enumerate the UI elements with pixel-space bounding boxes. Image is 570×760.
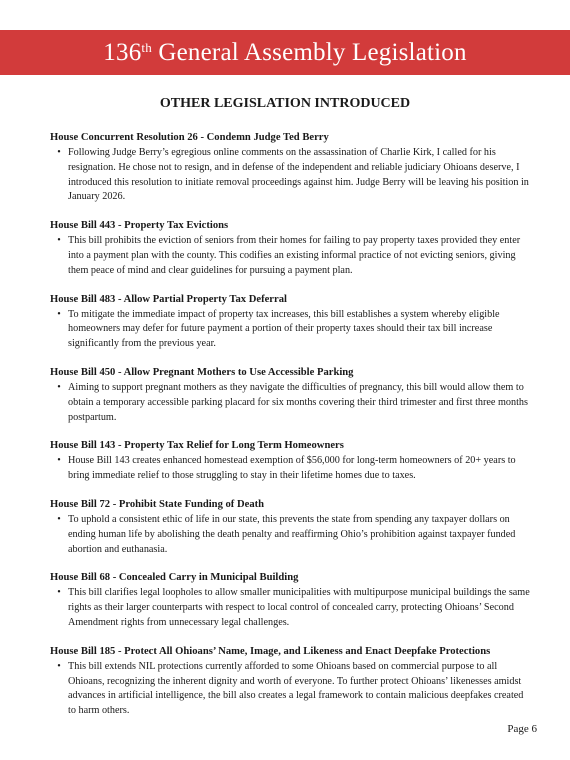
bill-description: To mitigate the immediate impact of property tax increases, this bill establishes a system whereby eligible homeowners may defer for future payment a portion of their property taxes should their tax bill increase significantly from the previous year. bbox=[68, 308, 500, 350]
bill-description: This bill clarifies legal loopholes to allow smaller municipalities with multipurpose municipal buildings the same rights as their larger counterparts with respect to local control of concealed carry, protecting Ohioans’ Second Amendment rights from unnecessary legal challenges. bbox=[68, 587, 530, 628]
bullet-icon: • bbox=[57, 455, 61, 467]
bill-title: House Bill 185 - Protect All Ohioans’ Name, Image, and Likeness and Enact Deepfake Protections bbox=[50, 645, 491, 657]
bill-title: House Bill 443 - Property Tax Evictions bbox=[50, 220, 229, 232]
bill-item bbox=[50, 366, 530, 425]
bill-item bbox=[50, 645, 530, 719]
bill-title: House Concurrent Resolution 26 - Condemn Judge Ted Berry bbox=[50, 132, 329, 143]
bullet-icon: • bbox=[57, 381, 61, 393]
bill-item bbox=[50, 439, 530, 484]
bullet-icon: • bbox=[57, 587, 61, 599]
bullet-icon: • bbox=[57, 308, 61, 320]
bill-description: This bill extends NIL protections currently afforded to some Ohioans based on commercial purpose to all Ohioans, recognizing the inherent dignity and worth of everyone. To further protect Ohioans’ likenesses amidst advances in artificial intelligence, the bill also creates a legal framework to contain malicious deepfakes created to harm others. bbox=[68, 660, 524, 717]
bullet-icon: • bbox=[57, 147, 61, 158]
bill-title: House Bill 450 - Allow Pregnant Mothers to Use Accessible Parking bbox=[50, 366, 354, 378]
header-banner bbox=[0, 30, 570, 75]
header-title: General Assembly Legislation bbox=[158, 38, 467, 66]
bullet-icon: • bbox=[57, 235, 61, 247]
bill-description: Aiming to support pregnant mothers as they navigate the difficulties of pregnancy, this bill would allow them to obtain a temporary accessible parking placard for six months covering their third trimester and first three months postpartum. bbox=[68, 381, 528, 423]
bill-item bbox=[50, 293, 530, 352]
bill-description: To uphold a consistent ethic of life in our state, this prevents the state from spending any taxpayer dollars on ending human life by abolishing the death penalty and reaffirming Ohio’s prohibition against taxpayer funded abortion and euthanasia. bbox=[68, 513, 516, 555]
bill-item bbox=[50, 498, 530, 557]
bill-item bbox=[50, 219, 530, 278]
bill-list bbox=[50, 131, 530, 733]
section-heading: OTHER LEGISLATION INTRODUCED bbox=[159, 96, 411, 111]
bullet-icon: • bbox=[57, 513, 61, 525]
header-ordinal-suffix: th bbox=[141, 40, 152, 55]
bill-item bbox=[50, 131, 530, 205]
bill-title: House Bill 72 - Prohibit State Funding of Death bbox=[50, 498, 265, 510]
bill-title: House Bill 68 - Concealed Carry in Municipal Building bbox=[50, 572, 299, 584]
bill-description: This bill prohibits the eviction of seniors from their homes for failing to pay property taxes provided they enter into a payment plan with the county. This codifies an existing informal practice of not evicting seniors, giving them peace of mind and clear guidelines for pursuing a payment plan. bbox=[68, 235, 521, 276]
bullet-icon: • bbox=[57, 660, 61, 672]
bill-description: House Bill 143 creates enhanced homestead exemption of $56,000 for long-term homeowners of 20+ years to bring immediate relief to those struggling to stay in their lifetime homes due to taxes. bbox=[68, 455, 516, 482]
header-number: 136 bbox=[103, 38, 142, 66]
bill-description: Following Judge Berry’s egregious online comments on the assassination of Charlie Kirk, I called for his resignation. He chose not to resign, and in defense of the independent and reliable judiciary Ohioans deserve, I introduced this resolution to initiate removal proceedings against him. Judge Berry will be leaving his position in January 2026. bbox=[68, 147, 529, 203]
bill-title: House Bill 143 - Property Tax Relief for Long Term Homeowners bbox=[50, 440, 344, 452]
bill-item bbox=[50, 571, 530, 630]
bill-title: House Bill 483 - Allow Partial Property Tax Deferral bbox=[50, 293, 287, 305]
page-number: Page 6 bbox=[507, 723, 537, 735]
